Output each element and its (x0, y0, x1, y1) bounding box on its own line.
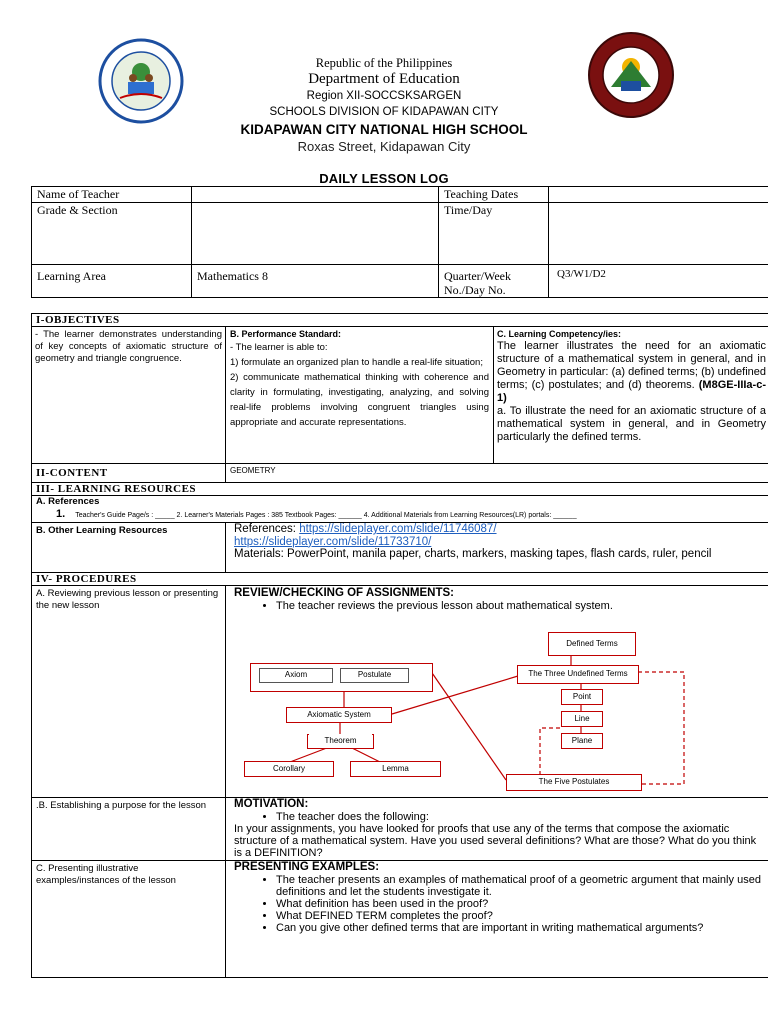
performance-standard-heading: B. Performance Standard: (230, 329, 342, 339)
competency-code: (M8GE-IIIa-c-1) (497, 379, 766, 404)
diagram-plane: Plane (563, 734, 601, 748)
procedure-b-content (226, 798, 768, 861)
references-row (32, 496, 768, 523)
procedure-a-label: A. Reviewing previous lesson or presenting the new lesson (32, 586, 226, 798)
diagram-line: Line (563, 712, 601, 726)
content-standard: - The learner demonstrates understanding of key concepts of axiomatic structure of geometry and triangle congruence. (32, 327, 226, 464)
department-text: Department of Education (308, 71, 460, 87)
diagram-theorem: Theorem (309, 734, 372, 748)
diagram-defined-terms: Defined Terms (551, 637, 633, 651)
procedure-c-bullet-3: • What DEFINED TERM completes the proof? (276, 910, 761, 922)
diagram-five-postulates: The Five Postulates (508, 775, 640, 789)
reference-link-2[interactable]: https://slideplayer.com/slide/11733710/ (234, 535, 432, 548)
teaching-dates-value[interactable] (549, 187, 768, 203)
axiomatic-diagram (240, 628, 695, 794)
references-heading: A. References (36, 496, 100, 507)
competency-heading: C. Learning Competency/ies: (497, 329, 622, 339)
competency-item-a: a. To illustrate the need for an axiomatic structure of a mathematical system in general, and in Geometry particularly the defined terms. (497, 405, 766, 443)
name-of-teacher-value[interactable] (192, 187, 439, 203)
procedure-b-label: .B. Establishing a purpose for the lesson (32, 798, 226, 861)
learning-area-label: Learning Area (32, 265, 192, 298)
competency-text: The learner illustrates the need for an axiomatic structure of a mathematical system in general, and in Geometry in particular: (a) defined terms; (b) undefined terms; (c) postulates; and (d) theorems. (497, 340, 766, 391)
procedure-b-text: In your assignments, you have looked for proofs that use any of the terms that compose the axiomatic structure of a mathematical system. Have you used several definitions? What are those? What do you think is a DEFINITION? (234, 823, 757, 859)
other-resources (226, 523, 768, 573)
diagram-corollary: Corollary (246, 762, 332, 776)
procedure-c-content (226, 861, 768, 978)
learning-area-value: Mathematics 8 (192, 265, 439, 298)
materials-text: Materials: PowerPoint, manila paper, charts, markers, masking tapes, flash cards, ruler, pencil (234, 548, 712, 560)
reference-number: 1. (56, 508, 66, 520)
other-resources-label: B. Other Learning Resources (32, 523, 226, 573)
performance-item-1: 1) formulate an organized plan to handle a real-life situation; (230, 357, 483, 368)
republic-text: Republic of the Philippines (315, 56, 453, 70)
performance-item-2: 2) communicate mathematical thinking with coherence and clarity in formulating, investigating, analyzing, and solving real-life problems involving congruent triangles using appropriate and accurate representations. (230, 372, 489, 428)
grade-section-value[interactable] (192, 203, 439, 265)
diagram-axiomatic-system: Axiomatic System (288, 708, 390, 722)
school-address: Roxas Street, Kidapawan City (297, 139, 471, 154)
quarter-week-value: Q3/W1/D2 (549, 265, 768, 298)
objectives-heading: I-OBJECTIVES (32, 314, 768, 327)
procedure-c-bullet-2: • What definition has been used in the proof? (276, 898, 761, 910)
name-of-teacher-label: Name of Teacher (32, 187, 192, 203)
info-table (31, 186, 768, 298)
reference-line: Teacher's Guide Page/s : _____ 2. Learner's Materials Pages : 385 Textbook Pages: ______ 4. Additional Materials from Learning Resources(LR) portals: ______ (75, 512, 577, 519)
procedure-a-title: REVIEW/CHECKING OF ASSIGNMENTS: (234, 587, 454, 599)
quarter-week-label: Quarter/Week No./Day No. (439, 265, 549, 298)
references-label: References: (234, 523, 300, 535)
diagram-postulate: Postulate (340, 668, 409, 683)
procedure-c-label: C. Presenting illustrative examples/instances of the lesson (32, 861, 226, 978)
procedure-c-bullet-1: • The teacher presents an examples of mathematical proof of a geometric argument that mainly used definitions and let the students investigate it. (276, 874, 761, 898)
performance-standard (226, 327, 494, 464)
diagram-three-undefined: The Three Undefined Terms (519, 667, 637, 681)
school-name: KIDAPAWAN CITY NATIONAL HIGH SCHOOL (240, 122, 528, 137)
diagram-lemma: Lemma (352, 762, 439, 776)
procedure-b-bullet: • The teacher does the following: (276, 811, 761, 823)
page-title: DAILY LESSON LOG (319, 171, 449, 186)
performance-intro: - The learner is able to: (230, 342, 328, 353)
region-text: Region XII-SOCCSKSARGEN (306, 90, 462, 102)
grade-section-label: Grade & Section (32, 203, 192, 265)
learning-competency (494, 327, 768, 464)
content-value: GEOMETRY (226, 464, 768, 483)
diagram-point: Point (563, 690, 601, 704)
content-heading: II-CONTENT (32, 464, 226, 483)
diagram-axiom: Axiom (259, 668, 333, 683)
procedures-heading: IV- PROCEDURES (32, 573, 768, 586)
procedure-a-bullet: • The teacher reviews the previous lesson about mathematical system. (276, 600, 761, 613)
reference-link-1[interactable]: https://slideplayer.com/slide/11746087/ (299, 523, 497, 535)
division-text: SCHOOLS DIVISION OF KIDAPAWAN CITY (269, 106, 499, 118)
procedure-b-title: MOTIVATION: (234, 798, 309, 810)
time-day-label: Time/Day (439, 203, 549, 265)
procedure-c-title: PRESENTING EXAMPLES: (234, 861, 380, 873)
time-day-value[interactable] (549, 203, 768, 265)
teaching-dates-label: Teaching Dates (439, 187, 549, 203)
procedure-c-bullet-4: • Can you give other defined terms that are important in writing mathematical arguments? (276, 922, 761, 934)
resources-heading: III- LEARNING RESOURCES (32, 483, 768, 496)
